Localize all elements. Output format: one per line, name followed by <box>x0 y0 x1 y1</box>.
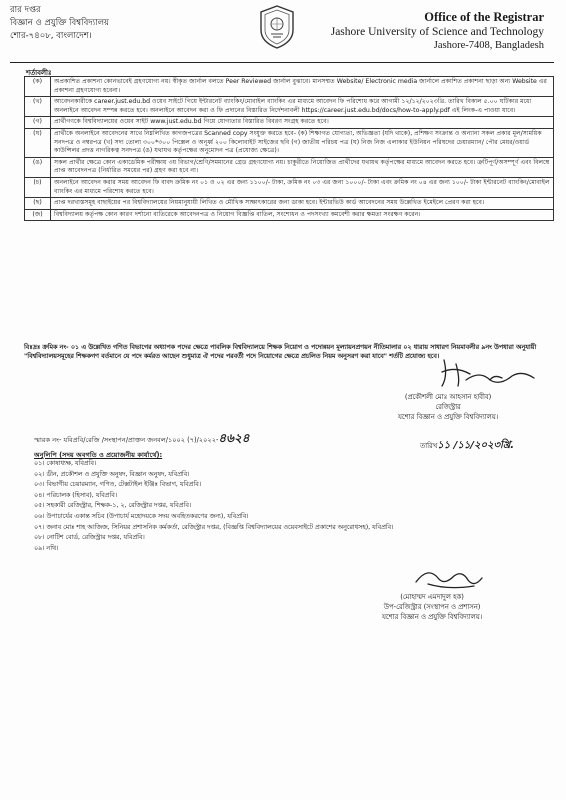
deputy-registrar-role: উপ-রেজিস্ট্রার (সংস্থাপন ও প্রশাসন) <box>383 603 481 611</box>
terms-text: সকল প্রার্থীর ক্ষেত্রে কোন একাডেমিক পরীক্ষায় ৩য় বিভাগ/শ্রেণি/সমমানের গ্রেড গ্রহণযোগ্য নয়। চাকুরীতে নিয়োজিত প্রার্থীদের যথাযথ কর্তৃপক্ষের মাধ্যমে আবেদন করতে হবে। ত্রুটিপূর্ণ/অসম্পূর্ণ এবং বিলম্বে প্রাপ্ত আবেদনপত্র (নির্ধারিত সময়ের পর) গ্রহণ করা হবে না। <box>51 157 554 177</box>
cc-list <box>34 459 544 554</box>
terms-text: প্রার্থীকে অনলাইনে আবেদনের সাথে নিম্নলিখিত কাগজপত্রের Scanned copy সংযুক্ত করতে হবে- (ক) শিক্ষাগত যোগ্যতা, অভিজ্ঞতা (যদি থাকে), প্রশিক্ষণ সংক্রান্ত ও অন্যান্য সকল প্রকার মূল/সাময়িক সনদপত্র ও নম্বরপত্র (খ) সদ্য তোলা ৩০০*৩০০ পিক্সেল ও অনূর্ধ্ব ২০০ কিলোবাইট সাইজের ছবি (গ) জাতীয় পরিচয় পত্র (ঘ) নিজ নিজ এলাকার ইউনিয়ন পরিষদের চেয়ারম্যান/ পৌর মেয়র/ওয়ার্ড কাউন্সিলর প্রদত্ত নাগরিকত্ব সনদপত্র (ঙ) যথাযথ কর্তৃপক্ষের অনুমোদন পত্র (প্রযোজ্য ক্ষেত্রে)। <box>51 128 554 157</box>
memo-number <box>34 433 250 445</box>
list-item: ০৫। সহকারী রেজিস্ট্রার, শিক্ষক-১, ২, রেজিস্ট্রার দপ্তর, যবিপ্রবি। <box>34 502 192 510</box>
header-bangla-line2: বিজ্ঞান ও প্রযুক্তি বিশ্ববিদ্যালয় <box>10 18 110 28</box>
terms-text: প্রার্থীগণকে বিশ্ববিদ্যালয়ের ওয়েব সাইট www.just.edu.bd গিয়ে যোগ্যতার বিস্তারিত বিবরণ সংগ্রহ করতে হবে। <box>51 117 554 129</box>
list-item: ০৭। জনাব মোঃ শাহ আজিজ, সিনিয়র প্রশাসনিক কর্মকর্তা, রেজিস্ট্রার দপ্তর, (বিজ্ঞপ্তি বিশ্ববিদ্যালয়ের ওয়েবসাইটে প্রকাশের অনুরোধসহ), যবিপ্রবি। <box>34 523 394 531</box>
terms-table <box>24 76 554 221</box>
deputy-registrar-signature-icon <box>408 560 488 594</box>
registrar-org: যশোর বিজ্ঞান ও প্রযুক্তি বিশ্ববিদ্যালয়। <box>398 413 499 421</box>
list-item: ০৯। নথি। <box>34 544 59 552</box>
registrar-signature-icon <box>430 356 550 390</box>
header-divider <box>10 62 554 63</box>
terms-text: বিশ্ববিদ্যালয় কর্তৃপক্ষ কোন কারণ দর্শানো ব্যতিরেকে আবেদনপত্র ও নিয়োগ বিজ্ঞপ্তি বাতিল, সংশোধন ও পদসংখ্যা কমবেশী করার ক্ষমতা সংরক্ষণ করেন। <box>51 209 554 221</box>
terms-row <box>25 157 554 177</box>
list-item: ০৪। পরিচালক (হিসাব), যবিপ্রবি। <box>34 491 118 499</box>
header-bangla-line1: রার দপ্তর <box>10 5 41 15</box>
terms-text: অনলাইনে আবেদন করার সময় আবেদন ফি বাবদ ক্রমিক নং ০১ ও ০২ এর জন্য ১১০০/- টাকা, ক্রমিক নং ০৩ এর জন্য ১০০০/- টাকা এবং ক্রমিক নং ০৪ এর জন্য ১০০/- টাকা ইন্টারনেট ব্যাংকিং/মোবাইল ব্যাংকিং এর মাধ্যমে পরিশোধ করতে হবে। <box>51 177 554 197</box>
terms-key: (জ) <box>25 209 51 221</box>
terms-row <box>25 77 554 97</box>
terms-row <box>25 128 554 157</box>
registrar-name: (প্রকৌশলী মোঃ আহসান হাবীব) <box>404 393 492 401</box>
deputy-registrar-signature-block <box>382 592 482 622</box>
terms-key: (গ) <box>25 117 51 129</box>
university-address: Jashore-7408, Bangladesh <box>433 40 544 51</box>
university-name: Jashore University of Science and Technology <box>330 26 544 38</box>
special-note: বিঃদ্রঃ ক্রমিক নং- ০১ এ উল্লেখিত গণিত বিভাগের অধ্যাপক পদের ক্ষেত্রে পাবলিক বিশ্ববিদ্যালয়ে শিক্ষক নিয়োগ ও পদোন্নয়ন মূল্যায়নপ্রণয়ন নীতিমালার ০২ ধারায় সাধারণ নিয়মাবলীর ৯নং উপধারা অনুযায়ী "বিশ্ববিদ্যালয়সমূহের শিক্ষকগণ বর্তমানে যে পদে কর্মরত আছেন শুধুমাত্র ঐ পদের পরবর্তী পদে নিয়োগের ক্ষেত্রে প্রচলিত নিয়ম অনুসরণ করা যাবে" শর্তটি প্রযোজ্য হবে। <box>24 344 537 360</box>
list-item: ০৮। নোটিশ বোর্ড, রেজিস্ট্রার দপ্তর, যবিপ্রবি। <box>34 534 145 542</box>
terms-row <box>25 209 554 221</box>
deputy-registrar-name: (মোহাম্মদ এমদাদুল হক) <box>400 593 464 601</box>
university-seal-icon <box>257 4 297 50</box>
memo-number-handwritten: ৪৬২৪ <box>218 431 250 445</box>
terms-text: প্রাপ্ত দরখাস্তসমূহ বাছাইয়ের পর বিশ্ববিদ্যালয়ের নিয়মানুযায়ী লিখিত ও মৌখিক সাক্ষাৎকারের জন্য ডাকা হবে। ইন্টারভিউ কার্ড আবেদনের সময় উল্লেখিত ইমেইলে প্রেরণ করা হবে। <box>51 198 554 210</box>
terms-row <box>25 177 554 197</box>
registrar-signature-block <box>398 392 498 422</box>
terms-row <box>25 117 554 129</box>
list-item: ০৬। উপাচার্যের একান্ত সচিব (উপাচার্য মহোদয়কে সদয় অবহিতকরণের জন্য), যবিপ্রবি। <box>34 512 249 520</box>
terms-text: অপ্রকাশিত প্রকাশনা কোনভাবেই গ্রহণযোগ্য নয়। স্বীকৃত জার্নাল বলতে Peer Reviewed জার্নাল বুঝাবে। মানসম্মত Website/ Electronic media জার্নালে প্রকাশিত প্রকাশনা ছাড়া অন্য Website এর প্রকাশনা গ্রহণযোগ্য হবেনা। <box>51 77 554 97</box>
header-english <box>331 10 544 53</box>
list-item: ০২। ডীন, প্রকৌশল ও প্রযুক্তি অনুষদ, বিজ্ঞান অনুষদ, যবিপ্রবি। <box>34 470 190 478</box>
list-item: ০৩। বিভাগীয় চেয়ারম্যান, গণিত, টেক্সটাইল ইঞ্জিঃ বিভাগ, যবিপ্রবি। <box>34 481 202 489</box>
deputy-registrar-org: যশোর বিজ্ঞান ও প্রযুক্তি বিশ্ববিদ্যালয়। <box>382 613 483 621</box>
office-title: Office of the Registrar <box>424 10 544 24</box>
terms-key: (ঘ) <box>25 128 51 157</box>
registrar-role: রেজিস্ট্রার <box>435 403 461 411</box>
terms-key: (ছ) <box>25 198 51 210</box>
cc-heading: অনুলিপি (সদয় অবগতি ও প্রয়োজনীয় কার্যার্থে): <box>34 451 163 459</box>
memo-date <box>420 438 514 455</box>
date-handwritten: ১১ /১১/২০২৩খ্রি. <box>437 440 515 451</box>
date-label: তারিখ <box>420 442 438 450</box>
header-bangla <box>10 4 109 43</box>
terms-heading: শর্তাবলীঃ <box>26 69 52 77</box>
terms-key: (খ) <box>25 97 51 117</box>
memo-number-prefix: স্মারক নং- যবিপ্রবি/রেজি /সংস্থাপন/প্রাক্তন জনবল/১০০২ (৭)/২০২২- <box>34 436 219 444</box>
terms-key: (ঙ) <box>25 157 51 177</box>
terms-key: (চ) <box>25 177 51 197</box>
terms-row <box>25 198 554 210</box>
list-item: ০১। কোষাধ্যক্ষ, যবিপ্রবি। <box>34 460 97 467</box>
header-bangla-line3: শোর-৭৪০৮, বাংলাদেশ। <box>10 31 92 41</box>
terms-row <box>25 97 554 117</box>
terms-key: (ক) <box>25 77 51 97</box>
terms-text: আবেদনকারীকে career.just.edu.bd ওয়েব সাইটে গিয়ে ইন্টারনেট ব্যাংকিং/মোবাইল ব্যাংকিং এর মাধ্যমে আবেদন ফি পরিশোধ করে আগামী ১২/১২/২০২৩খ্রি. তারিখ বিকাল ৫.০০ ঘটিকার মধ্যে অনলাইনে আবেদন সম্পন্ন করতে হবে। অনলাইনে আবেদন করা ও ফি প্রদানের বিস্তারিত নির্দেশনাবলী https://career.just.edu.bd/docs/how-to-apply.pdf এই লিংক-এ পাওয়া যাবে। <box>51 97 554 117</box>
